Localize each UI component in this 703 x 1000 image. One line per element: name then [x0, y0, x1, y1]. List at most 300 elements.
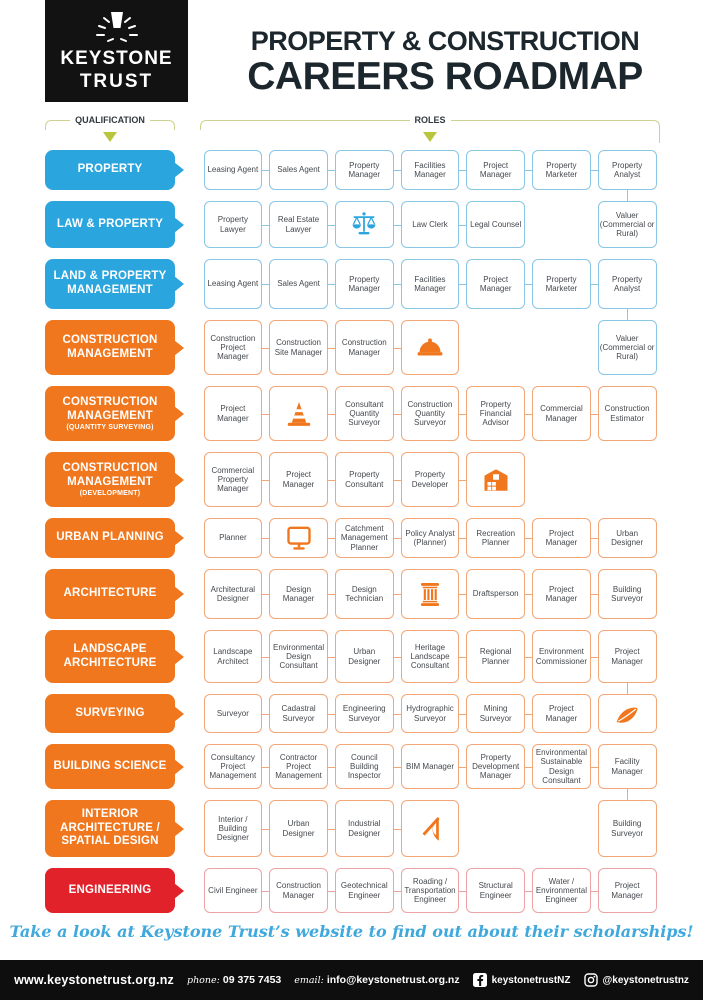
right-arrow-icon: [174, 472, 184, 488]
role-cell: [331, 150, 397, 190]
role-cell: [463, 259, 529, 309]
role-cell: [331, 259, 397, 309]
role-label: Project Manager: [611, 881, 643, 900]
role-box: [532, 259, 591, 309]
role-cell: [266, 320, 332, 375]
role-cell: [200, 259, 266, 309]
qualification-label: INTERIOR ARCHITECTURE / SPATIAL DESIGN: [60, 808, 160, 848]
role-label: Water / Environmental Engineer: [535, 876, 587, 905]
role-label: Property Development Manager: [472, 752, 520, 781]
roles-track: [200, 150, 660, 190]
role-box: [598, 201, 657, 248]
role-box: [532, 569, 591, 619]
roadmap-row: [0, 201, 703, 248]
bracket-line: [45, 120, 70, 130]
role-box: [204, 259, 263, 309]
instagram-icon: [584, 973, 598, 987]
role-cell: [529, 386, 595, 441]
role-box: [466, 868, 525, 913]
role-label: Design Technician: [345, 584, 384, 603]
roles-track: [200, 386, 660, 441]
role-box: [335, 694, 394, 733]
role-cell: [331, 694, 397, 733]
qualification-label: SURVEYING: [75, 706, 145, 719]
role-box: [401, 386, 460, 441]
role-box: [401, 694, 460, 733]
role-label: Project Manager: [545, 704, 578, 723]
right-arrow-icon: [174, 706, 184, 722]
roles-track: [200, 868, 660, 913]
role-box: [335, 569, 394, 619]
traffic-cone-icon: [269, 386, 328, 441]
role-cell: [529, 569, 595, 619]
role-cell: [200, 386, 266, 441]
role-label: Property Marketer: [545, 160, 578, 179]
roles-track: [200, 320, 660, 375]
role-cell: [463, 744, 529, 789]
role-label: Sales Agent: [277, 165, 320, 175]
role-label: Property Marketer: [545, 274, 578, 293]
roles-track: [200, 569, 660, 619]
roadmap-rows: [0, 150, 703, 913]
role-cell: [594, 744, 660, 789]
role-label: Valuer (Commercial or Rural): [599, 210, 655, 239]
role-label: Construction Site Manager: [274, 338, 323, 357]
roles-label: ROLES: [414, 115, 446, 125]
role-label: Property Analyst: [612, 160, 643, 179]
role-box: [335, 744, 394, 789]
role-cell: [594, 150, 660, 190]
role-label: BIM Manager: [405, 761, 454, 771]
qualification-property: [45, 150, 175, 190]
title-line-2: CAREERS ROADMAP: [247, 55, 643, 98]
bracket-line: [150, 120, 175, 130]
monitor-icon: [269, 518, 328, 558]
role-cell: [529, 452, 595, 507]
role-label: Project Manager: [611, 647, 643, 666]
role-box: [466, 150, 525, 190]
role-box: [269, 694, 328, 733]
role-label: Urban Designer: [348, 647, 381, 666]
role-box: [335, 259, 394, 309]
role-box: [401, 744, 460, 789]
role-box: [401, 452, 460, 507]
qualification-bracket: [45, 115, 175, 130]
role-box: [598, 569, 657, 619]
role-cell: [331, 868, 397, 913]
roles-track: [200, 744, 660, 789]
role-label: Planner: [219, 533, 247, 543]
roadmap-row: [0, 694, 703, 733]
role-label: Policy Analyst (Planner): [405, 528, 455, 547]
role-label: Environment Commissioner: [535, 647, 587, 666]
role-box: [401, 518, 460, 558]
role-label: Project Manager: [479, 274, 512, 293]
role-cell: [529, 201, 595, 248]
qualification-label: LAW & PROPERTY: [56, 217, 164, 230]
role-cell: [463, 868, 529, 913]
roles-track: [200, 201, 660, 248]
role-cell: [463, 694, 529, 733]
role-box: [532, 868, 591, 913]
role-cell: [594, 259, 660, 309]
role-cell: [266, 630, 332, 683]
logo-text-keystone: KEYSTONE: [60, 48, 173, 69]
role-cell: [331, 320, 397, 375]
scholarship-callout: Take a look at Keystone Trust’s website to find out about their scholarships!: [9, 922, 694, 941]
role-cell: [331, 744, 397, 789]
role-label: Property Manager: [348, 274, 381, 293]
role-label: Property Analyst: [612, 274, 643, 293]
role-label: Project Manager: [217, 404, 249, 423]
role-label: Construction Manager: [276, 881, 322, 900]
role-box: [204, 744, 263, 789]
role-cell: [529, 150, 595, 190]
role-cell: [594, 630, 660, 683]
role-label: Legal Counsel: [470, 219, 522, 229]
role-cell: [266, 744, 332, 789]
role-box: [466, 518, 525, 558]
role-cell: [331, 630, 397, 683]
roles-track: [200, 800, 660, 857]
role-box: [466, 744, 525, 789]
qualification-label: LAND & PROPERTY MANAGEMENT: [53, 270, 167, 296]
roadmap-row: [0, 744, 703, 789]
role-box: [598, 518, 657, 558]
roadmap-row: [0, 320, 703, 375]
role-cell: [594, 320, 660, 375]
role-box: [466, 630, 525, 683]
role-cell: [463, 800, 529, 857]
role-cell: [200, 569, 266, 619]
column-labels: [0, 115, 703, 150]
role-label: Leasing Agent: [207, 165, 259, 175]
role-label: Consultancy Project Management: [209, 752, 257, 781]
right-arrow-icon: [174, 530, 184, 546]
role-label: Structural Engineer: [478, 881, 513, 900]
role-label: Construction Manager: [341, 338, 387, 357]
role-box: [269, 569, 328, 619]
role-cell: [397, 800, 463, 857]
qualification-label: ARCHITECTURE: [63, 587, 157, 600]
role-cell: [397, 518, 463, 558]
role-label: Facility Manager: [611, 757, 643, 776]
role-label: Environmental Design Consultant: [272, 642, 325, 671]
role-label: Catchment Management Planner: [340, 524, 388, 552]
qualification-sublabel: (QUANTITY SURVEYING): [66, 424, 154, 432]
role-cell: [266, 569, 332, 619]
qualification-label: QUALIFICATION: [75, 115, 145, 125]
role-cell: [266, 868, 332, 913]
keystone-sunburst-icon: [84, 8, 150, 46]
right-arrow-icon: [174, 586, 184, 602]
instagram-info[interactable]: [584, 973, 689, 987]
right-arrow-icon: [174, 276, 184, 292]
header: [0, 0, 703, 118]
qualification-architecture: [45, 569, 175, 619]
email-value[interactable]: info@keystonetrust.org.nz: [326, 974, 460, 986]
role-label: Construction Quantity Surveyor: [407, 399, 453, 428]
role-box: [204, 150, 263, 190]
page-title: [195, 26, 695, 96]
down-arrow-icon: [423, 132, 437, 142]
role-box: [269, 630, 328, 683]
role-cell: [331, 800, 397, 857]
role-box: [269, 320, 328, 375]
column-icon: [401, 569, 460, 619]
role-cell: [397, 868, 463, 913]
role-label: Architectural Designer: [210, 584, 256, 603]
role-label: Mining Surveyor: [479, 704, 512, 723]
role-box: [466, 386, 525, 441]
role-label: Industrial Designer: [348, 819, 381, 838]
role-box: [401, 150, 460, 190]
role-cell: [529, 630, 595, 683]
role-label: Hydrographic Surveyor: [406, 704, 454, 723]
role-label: Engineering Surveyor: [342, 704, 386, 723]
role-cell: [463, 630, 529, 683]
right-arrow-icon: [174, 649, 184, 665]
role-box: [335, 518, 394, 558]
role-cell: [529, 518, 595, 558]
scales-icon: [335, 201, 394, 248]
roadmap-row: [0, 630, 703, 683]
role-label: Recreation Planner: [476, 528, 516, 547]
qualification-urban-planning: [45, 518, 175, 558]
roadmap-row: [0, 386, 703, 441]
role-box: [401, 259, 460, 309]
role-box: [598, 259, 657, 309]
facebook-info[interactable]: [473, 973, 571, 987]
qualification-label: ENGINEERING: [68, 883, 152, 896]
facebook-handle: keystonetrustNZ: [491, 974, 571, 986]
qualification-label: BUILDING SCIENCE: [53, 759, 167, 772]
role-box: [401, 630, 460, 683]
role-cell: [266, 452, 332, 507]
role-box: [269, 259, 328, 309]
role-label: Draftsperson: [472, 589, 519, 599]
roadmap-row: [0, 868, 703, 913]
role-cell: [397, 569, 463, 619]
role-box: [532, 518, 591, 558]
role-cell: [529, 868, 595, 913]
warehouse-icon: [466, 452, 525, 507]
right-arrow-icon: [174, 162, 184, 178]
role-cell: [397, 150, 463, 190]
role-cell: [397, 259, 463, 309]
role-box: [598, 868, 657, 913]
right-arrow-icon: [174, 883, 184, 899]
role-box: [598, 800, 657, 857]
role-label: Building Surveyor: [611, 819, 644, 838]
email-info: [294, 974, 459, 986]
role-cell: [266, 518, 332, 558]
role-label: Regional Planner: [479, 647, 512, 666]
role-box: [466, 694, 525, 733]
role-box: [204, 452, 263, 507]
role-cell: [266, 694, 332, 733]
role-cell: [200, 630, 266, 683]
role-box: [204, 201, 263, 248]
role-label: Design Manager: [282, 584, 315, 603]
role-cell: [594, 518, 660, 558]
qualification-label: CONSTRUCTION MANAGEMENT: [62, 395, 158, 422]
role-cell: [200, 518, 266, 558]
leaf-icon: [598, 694, 657, 733]
role-box: [598, 744, 657, 789]
qualification-construction-management: [45, 452, 175, 507]
role-box: [269, 868, 328, 913]
role-cell: [200, 694, 266, 733]
role-cell: [397, 201, 463, 248]
qualification-law-property: [45, 201, 175, 248]
role-box: [269, 800, 328, 857]
protractor-icon: [401, 800, 460, 857]
role-box: [532, 150, 591, 190]
role-cell: [266, 386, 332, 441]
role-cell: [594, 868, 660, 913]
role-box: [466, 201, 525, 248]
role-label: Project Manager: [545, 528, 578, 547]
role-box: [335, 630, 394, 683]
role-cell: [266, 259, 332, 309]
role-cell: [594, 201, 660, 248]
role-cell: [200, 800, 266, 857]
role-label: Urban Designer: [282, 819, 315, 838]
qualification-label: PROPERTY: [77, 163, 143, 176]
role-cell: [594, 569, 660, 619]
role-box: [204, 800, 263, 857]
role-box: [335, 386, 394, 441]
roadmap-row: [0, 259, 703, 309]
role-label: Cadastral Surveyor: [281, 704, 316, 723]
role-label: Construction Estimator: [604, 404, 650, 423]
role-cell: [463, 518, 529, 558]
role-label: Council Building Inspector: [347, 752, 381, 781]
role-box: [466, 259, 525, 309]
role-cell: [529, 694, 595, 733]
role-label: Property Manager: [348, 160, 381, 179]
email-label: email:: [294, 975, 324, 986]
roles-track: [200, 518, 660, 558]
role-cell: [200, 744, 266, 789]
role-box: [335, 868, 394, 913]
role-cell: [463, 452, 529, 507]
role-box: [335, 150, 394, 190]
roadmap-row: [0, 150, 703, 190]
role-cell: [266, 800, 332, 857]
right-arrow-icon: [174, 340, 184, 356]
role-cell: [529, 259, 595, 309]
role-cell: [529, 800, 595, 857]
role-cell: [200, 452, 266, 507]
role-label: Sales Agent: [277, 279, 320, 289]
role-label: Urban Designer: [611, 528, 644, 547]
qualification-engineering: [45, 868, 175, 913]
role-label: Facilities Manager: [414, 160, 446, 179]
role-label: Property Financial Advisor: [479, 399, 512, 428]
role-label: Geotechnical Engineer: [340, 881, 388, 900]
qualification-label: LANDSCAPE ARCHITECTURE: [63, 642, 157, 669]
qualification-label: CONSTRUCTION MANAGEMENT: [62, 461, 158, 488]
role-cell: [200, 201, 266, 248]
role-box: [269, 150, 328, 190]
role-cell: [397, 694, 463, 733]
bracket-line: [200, 120, 410, 130]
role-box: [204, 518, 263, 558]
role-label: Property Developer: [411, 470, 449, 489]
role-cell: [529, 320, 595, 375]
roles-track: [200, 694, 660, 733]
role-label: Project Manager: [545, 584, 578, 603]
role-cell: [463, 150, 529, 190]
role-cell: [266, 201, 332, 248]
footer-bar: [0, 960, 703, 1000]
role-cell: [463, 386, 529, 441]
role-cell: [200, 150, 266, 190]
phone-value: 09 375 7453: [222, 974, 282, 986]
role-cell: [331, 569, 397, 619]
roadmap-row: [0, 800, 703, 857]
phone-info: [187, 974, 281, 986]
roadmap-row: [0, 569, 703, 619]
facebook-icon: [473, 973, 487, 987]
role-cell: [331, 518, 397, 558]
role-box: [532, 630, 591, 683]
role-label: Contractor Project Management: [275, 752, 322, 781]
qualification-construction-management: [45, 320, 175, 375]
role-cell: [331, 452, 397, 507]
role-label: Building Surveyor: [611, 584, 644, 603]
role-label: Construction Project Manager: [210, 333, 256, 362]
roles-track: [200, 630, 660, 683]
role-box: [204, 569, 263, 619]
role-cell: [331, 386, 397, 441]
website-link[interactable]: www.keystonetrust.org.nz: [14, 973, 174, 987]
qualification-building-science: [45, 744, 175, 789]
keystone-trust-logo: [45, 0, 188, 102]
role-box: [598, 386, 657, 441]
role-box: [335, 800, 394, 857]
role-label: Property Consultant: [345, 470, 384, 489]
role-label: Leasing Agent: [207, 279, 259, 289]
role-box: [598, 150, 657, 190]
role-cell: [266, 150, 332, 190]
role-cell: [594, 694, 660, 733]
role-label: Interior / Building Designer: [216, 814, 249, 843]
down-arrow-icon: [103, 132, 117, 142]
qualification-construction-management: [45, 386, 175, 441]
role-cell: [397, 386, 463, 441]
qualification-sublabel: (DEVELOPMENT): [79, 490, 141, 498]
roles-bracket: [200, 115, 660, 143]
role-box: [269, 744, 328, 789]
role-box: [401, 201, 460, 248]
role-box: [401, 868, 460, 913]
role-label: Landscape Architect: [213, 647, 253, 666]
role-cell: [331, 201, 397, 248]
role-cell: [397, 630, 463, 683]
role-box: [204, 386, 263, 441]
qualification-surveying: [45, 694, 175, 733]
logo-text-trust: TRUST: [79, 71, 154, 92]
role-box: [532, 386, 591, 441]
role-label: Law Clerk: [412, 219, 448, 229]
role-box: [532, 694, 591, 733]
role-label: Real Estate Lawyer: [277, 215, 320, 234]
role-label: Project Manager: [282, 470, 315, 489]
roadmap-row: [0, 518, 703, 558]
